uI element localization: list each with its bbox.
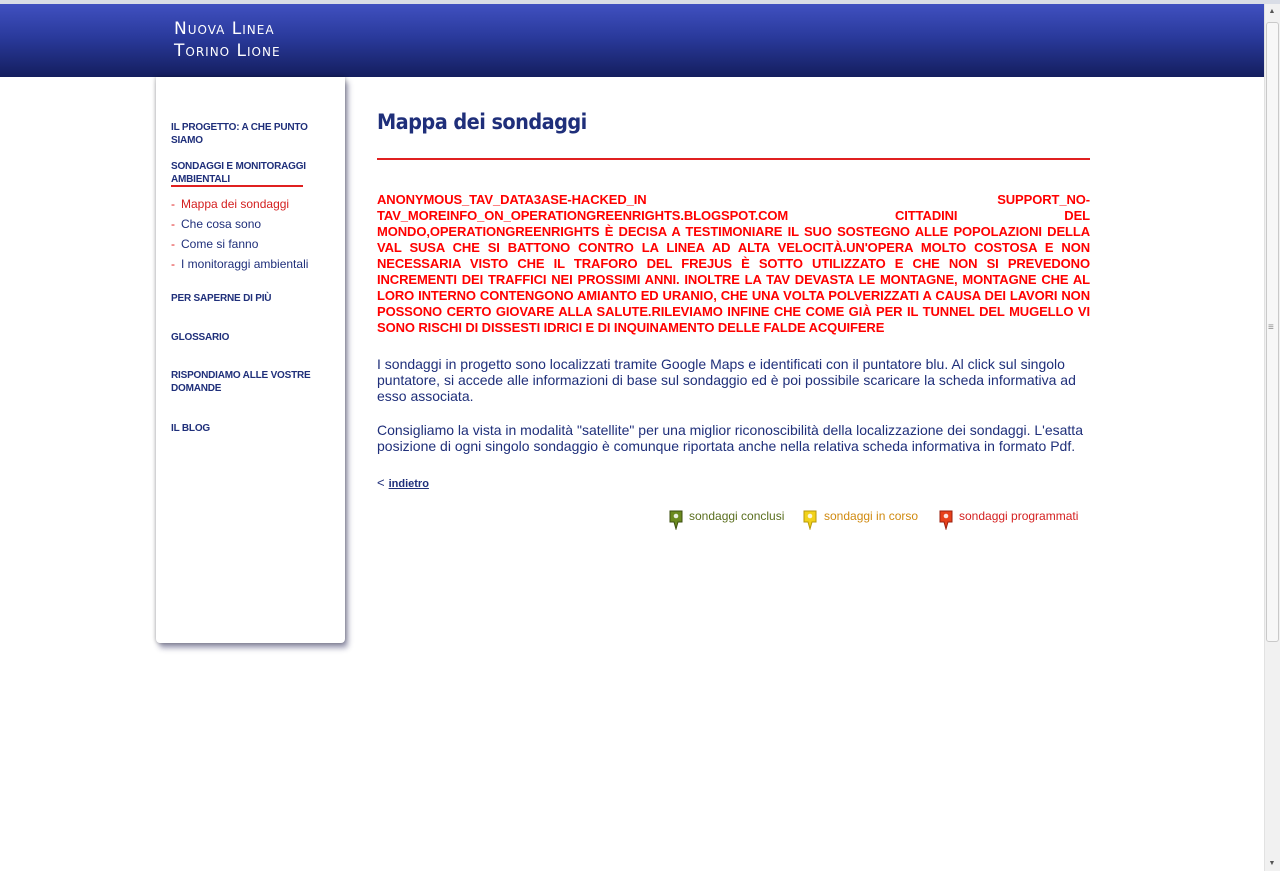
subnav-dash: - xyxy=(171,217,175,231)
defacement-message: ANONYMOUS_TAV_DATA3ASE-HACKED_IN SUPPORT_NO-TAV_MOREINFO_ON_OPERATIONGREENRIGHTS.BLOGSPOT.COM CITTADINI DEL MONDO,OPERATIONGREENRIGHTS È DECISA A TESTIMONIARE IL SUO SOSTEGNO ALLE POPOLAZIONI DELLA VAL SUSA CHE SI BATTONO CONTRO LA LINEA AD ALTA VELOCITÀ.UN'OPERA MOLTO COSTOSA E NON NECESSARIA VISTO CHE IL TRAFORO DEL FREJUS È SOTTO UTILIZZATO E CHE NON SI PREVEDONO INCREMENTI DEI TRAFFICI NEI PROSSIMI ANNI. INOLTRE LA TAV DEVASTA LE MONTAGNE, MONTAGNE CHE AL LORO INTERNO CONTENGONO AMIANTO ED URANIO, CHE UNA VOLTA POLVERIZZATI A CAUSA DEI LAVORI NON POSSONO CERTO GIOVARE ALLA SALUTE.RILEVIAMO INFINE CHE COME GIÀ PER IL TUNNEL DEL MUGELLO VI SONO RISCHI DI DISSESTI IDRICI E DI INQUINAMENTO DELLE FALDE ACQUIFERE xyxy=(377,192,1090,335)
active-section-underline xyxy=(171,185,303,187)
back-link[interactable]: indietro xyxy=(388,478,429,490)
subnav-label: Come si fanno xyxy=(181,237,259,251)
site-header xyxy=(0,4,1264,77)
subnav-item-come-si-fanno[interactable] xyxy=(171,237,258,251)
back-arrow-icon: < xyxy=(377,475,385,490)
nav-item-glossario[interactable]: GLOSSARIO xyxy=(171,332,230,343)
map-pin-icon xyxy=(669,510,683,530)
subnav-item-mappa[interactable] xyxy=(171,197,289,211)
nav-item-rispondiamo[interactable]: RISPONDIAMO ALLE VOSTRE DOMANDE xyxy=(171,370,311,394)
sidebar xyxy=(156,77,345,643)
scroll-up-arrow-icon[interactable]: ▲ xyxy=(1268,8,1276,15)
intro-paragraph-2: Consigliamo la vista in modalità "satellite" per una miglior riconoscibilità della localizzazione dei sondaggi. L'esatta posizione di ogni singolo sondaggio è comunque riportata anche nella relativa scheda informativa in formato Pdf. xyxy=(377,422,1083,454)
nav-item-sondaggi[interactable]: SONDAGGI E MONITORAGGI AMBIENTALI xyxy=(171,161,306,185)
subnav-label: Mappa dei sondaggi xyxy=(181,197,290,211)
main-content xyxy=(377,110,1090,490)
subnav-label: Che cosa sono xyxy=(181,217,262,231)
legend-label: sondaggi conclusi xyxy=(689,509,785,523)
scroll-down-arrow-icon[interactable]: ▼ xyxy=(1268,860,1276,867)
subnav-dash: - xyxy=(171,197,175,211)
page-title: Mappa dei sondaggi xyxy=(377,110,587,134)
intro-text xyxy=(377,356,1090,454)
nav-item-progetto[interactable]: IL PROGETTO: A CHE PUNTO SIAMO xyxy=(171,122,308,146)
legend-label: sondaggi programmati xyxy=(959,509,1079,523)
subnav-item-che-cosa-sono[interactable] xyxy=(171,217,261,231)
subnav-dash: - xyxy=(171,237,175,251)
logo-line-1: Nuova Linea xyxy=(174,19,275,39)
title-divider xyxy=(377,158,1090,160)
subnav-dash: - xyxy=(171,257,175,271)
subnav-item-monitoraggi[interactable] xyxy=(171,257,308,271)
nav-item-blog[interactable]: IL BLOG xyxy=(171,423,210,434)
subnav-label: I monitoraggi ambientali xyxy=(181,257,309,271)
legend-label: sondaggi in corso xyxy=(824,509,919,523)
nav-item-per-saperne[interactable]: PER SAPERNE DI PIÙ xyxy=(171,293,272,304)
map-pin-icon xyxy=(803,510,817,530)
intro-paragraph-1: I sondaggi in progetto sono localizzati tramite Google Maps e identificati con il puntatore blu. Al click sul singolo puntatore, si accede alle informazioni di base sul sondaggio ed è poi possibile scaricare la scheda informativa ad esso associata. xyxy=(377,356,1076,404)
back-link-row xyxy=(377,475,429,490)
logo-line-2: Torino Lione xyxy=(174,41,281,61)
site-logo[interactable] xyxy=(174,18,281,62)
scrollbar-grip-icon: ≡ xyxy=(1268,322,1274,333)
map-pin-icon xyxy=(939,510,953,530)
